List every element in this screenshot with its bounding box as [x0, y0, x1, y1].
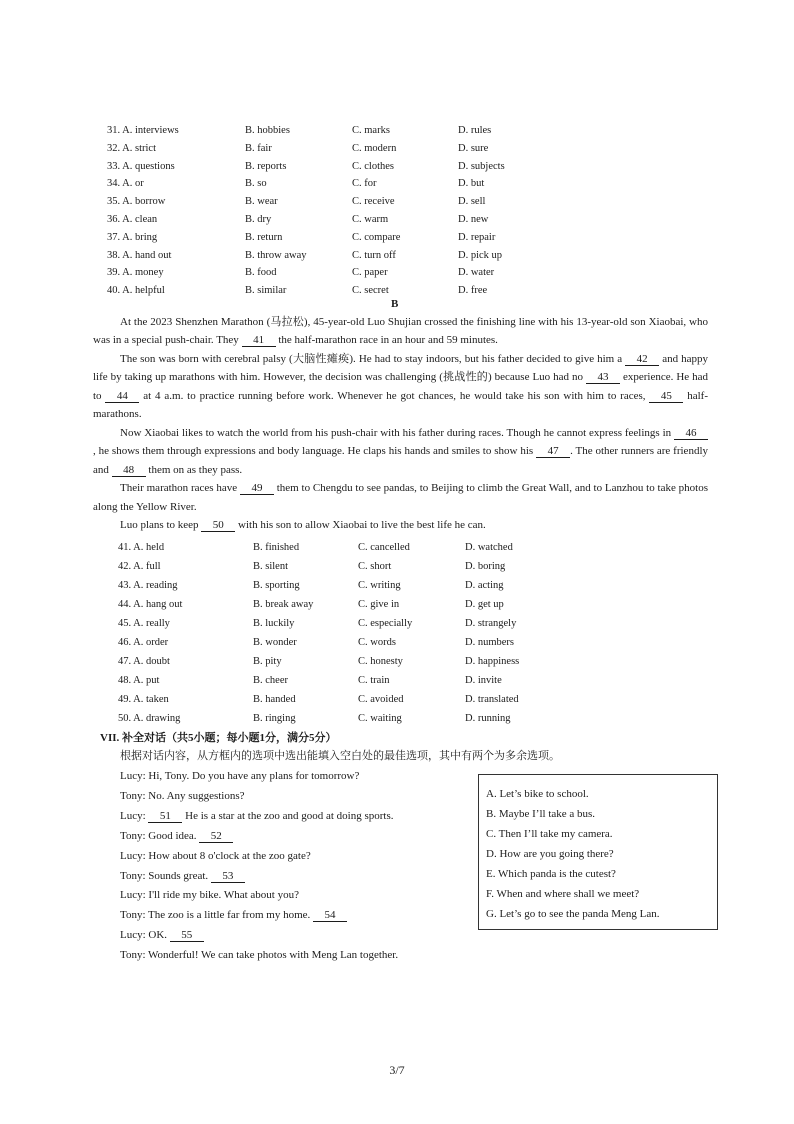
option-A: 31. A. interviews	[107, 125, 179, 136]
answer-blank-42: 42	[625, 353, 659, 366]
option-C: C. secret	[352, 285, 389, 297]
choice-item: D. How are you going there?	[486, 847, 614, 860]
choice-item: F. When and where shall we meet?	[486, 887, 640, 900]
option-row	[107, 158, 794, 176]
option-A: 39. A. money	[107, 267, 164, 279]
option-C: C. modern	[352, 142, 397, 154]
options-41-50	[118, 538, 794, 728]
text-run: Lucy: Hi, Tony. Do you have any plans for tomorrow?	[120, 769, 360, 782]
option-C: C. cancelled	[358, 541, 410, 553]
option-A: 47. A. doubt	[118, 655, 170, 667]
text-run: , he shows them through expressions and body language. He claps his hands and smiles to show his	[93, 445, 537, 458]
option-D: D. subjects	[458, 160, 505, 172]
option-row	[118, 690, 794, 709]
passage-paragraph	[93, 350, 708, 424]
option-B: B. finished	[253, 541, 300, 553]
options-31-40	[107, 122, 794, 300]
answer-blank-52: 52	[199, 830, 233, 843]
option-A: 49. A. taken	[118, 693, 169, 705]
option-D: D. acting	[465, 579, 504, 591]
answer-blank-55: 55	[170, 929, 204, 942]
option-B: B. hobbies	[245, 125, 290, 136]
choice-item: B. Maybe I’ll take a bus.	[486, 807, 596, 820]
option-row	[118, 614, 794, 633]
option-D: D. but	[458, 178, 485, 190]
option-row	[118, 652, 794, 671]
answer-blank-45: 45	[649, 390, 683, 403]
text-run: with his son to allow Xiaobai to live the best life he can.	[235, 519, 486, 532]
option-A: 33. A. questions	[107, 160, 175, 172]
text-run: Tony: No. Any suggestions?	[120, 789, 245, 802]
option-B: B. dry	[245, 213, 272, 225]
option-C: C. train	[358, 674, 390, 686]
option-A: 38. A. hand out	[107, 249, 172, 261]
option-B: B. luckily	[253, 617, 295, 629]
option-A: 50. A. drawing	[118, 712, 181, 724]
option-row	[118, 538, 794, 557]
option-B: B. break away	[253, 598, 314, 610]
option-D: D. running	[465, 712, 511, 724]
choice-item: G. Let’s go to see the panda Meng Lan.	[486, 907, 660, 920]
text-run: the half-marathon race in an hour and 59 minutes.	[275, 334, 498, 347]
option-D: D. pick up	[458, 249, 503, 261]
option-D: D. sell	[458, 196, 486, 208]
dialogue-line	[120, 946, 794, 966]
option-A: 35. A. borrow	[107, 196, 166, 208]
passage-paragraph	[93, 424, 708, 480]
text-run: Now Xiaobai likes to watch the world from his push-chair with his father during races. Though he cannot express feelings in	[120, 426, 674, 439]
page-number: 3/7	[389, 1063, 405, 1077]
option-A: 41. A. held	[118, 541, 165, 553]
option-A: 48. A. put	[118, 674, 160, 686]
option-A: 45. A. really	[118, 617, 170, 629]
option-D: D. water	[458, 267, 495, 279]
option-A: 40. A. helpful	[107, 285, 165, 297]
section-b-label: B	[391, 297, 399, 310]
text-run: at 4 a.m. to practice running before work. Whenever he got chances, he would take his son with him to races,	[139, 389, 650, 402]
option-row	[118, 576, 794, 595]
option-B: B. silent	[253, 560, 289, 572]
answer-blank-54: 54	[313, 909, 347, 922]
option-row	[118, 709, 794, 728]
option-D: D. happiness	[465, 655, 520, 667]
answer-blank-50: 50	[201, 519, 235, 532]
option-B: B. handed	[253, 693, 296, 705]
passage-paragraph	[93, 516, 708, 535]
option-D: D. invite	[465, 674, 502, 686]
answer-blank-48: 48	[112, 464, 146, 477]
option-B: B. sporting	[253, 579, 300, 591]
option-B: B. throw away	[245, 249, 307, 261]
option-B: B. so	[245, 178, 267, 190]
option-row	[118, 557, 794, 576]
option-C: C. avoided	[358, 693, 404, 705]
option-A: 44. A. hang out	[118, 598, 183, 610]
choice-item: C. Then I’ll take my camera.	[486, 827, 613, 840]
option-row	[118, 671, 794, 690]
text-run: Lucy:	[120, 809, 149, 822]
option-D: D. numbers	[465, 636, 514, 648]
option-C: C. waiting	[358, 712, 402, 724]
option-C: C. clothes	[352, 160, 394, 172]
option-C: C. honesty	[358, 655, 403, 667]
option-C: C. give in	[358, 598, 400, 610]
text-run: Lucy: I'll ride my bike. What about you?	[120, 889, 299, 902]
option-row	[107, 247, 794, 265]
text-run: Tony: Good idea.	[120, 829, 200, 842]
option-A: 43. A. reading	[118, 579, 178, 591]
text-run: Lucy: OK.	[120, 929, 170, 942]
option-C: C. writing	[358, 579, 401, 591]
text-run: them on as they pass.	[145, 463, 243, 476]
option-A: 36. A. clean	[107, 213, 158, 225]
text-run: Luo plans to keep	[120, 519, 202, 532]
choice-item: E. Which panda is the cutest?	[486, 867, 616, 880]
text-run: Their marathon races have	[120, 482, 240, 495]
option-C: C. words	[358, 636, 396, 648]
option-D: D. rules	[458, 125, 492, 136]
answer-blank-49: 49	[240, 482, 274, 495]
dialogue-section	[120, 767, 794, 966]
option-D: D. repair	[458, 231, 496, 243]
option-row	[107, 140, 794, 158]
option-row	[107, 211, 794, 229]
option-C: C. for	[352, 178, 377, 190]
text-run: and happy life by taking up marathons with him. However, the decision was challenging (挑战性的) because Luo had no	[93, 352, 708, 384]
option-row	[107, 175, 794, 193]
section-vii-instruction: 根据对话内容，从方框内的选项中选出能填入空白处的最佳选项，其中有两个为多余选项。	[120, 749, 560, 762]
option-row	[118, 633, 794, 652]
option-D: D. watched	[465, 541, 513, 553]
answer-blank-51: 51	[148, 810, 182, 823]
text-run: . The other runners are friendly and	[93, 445, 708, 476]
option-C: C. short	[358, 560, 392, 572]
option-D: D. boring	[465, 560, 506, 572]
text-run: experience. He had to	[93, 371, 708, 402]
text-run: them to Chengdu to see pandas, to Beijing to climb the Great Wall, and to Lanzhou to take photos along the Yellow River.	[93, 482, 708, 513]
text-run: half-marathons.	[93, 389, 708, 421]
option-row	[107, 122, 794, 140]
option-D: D. get up	[465, 598, 504, 610]
option-C: C. especially	[358, 617, 413, 629]
passage-paragraph	[93, 313, 708, 350]
text-run: Tony: Sounds great.	[120, 869, 211, 882]
text-run: Tony: Wonderful! We can take photos with Meng Lan together.	[120, 949, 399, 962]
option-C: C. receive	[352, 196, 395, 208]
option-A: 46. A. order	[118, 636, 169, 648]
answer-blank-41: 41	[242, 334, 276, 347]
passage-paragraph	[93, 479, 708, 516]
option-B: B. similar	[245, 285, 287, 297]
option-B: B. pity	[253, 655, 282, 667]
choice-box	[478, 774, 718, 930]
option-B: B. fair	[245, 142, 272, 154]
option-row	[107, 229, 794, 247]
choice-item: A. Let’s bike to school.	[486, 787, 589, 800]
option-C: C. marks	[352, 125, 390, 136]
option-D: D. translated	[465, 693, 519, 705]
option-D: D. strangely	[465, 617, 517, 629]
option-B: B. cheer	[253, 674, 288, 686]
option-C: C. warm	[352, 213, 389, 225]
option-B: B. reports	[245, 160, 287, 172]
option-C: C. paper	[352, 267, 388, 279]
text-run: Tony: The zoo is a little far from my home.	[120, 909, 314, 922]
option-B: B. wonder	[253, 636, 297, 648]
option-D: D. free	[458, 285, 488, 297]
exam-page-content	[0, 122, 794, 966]
answer-blank-46: 46	[674, 427, 708, 440]
text-run: He is a star at the zoo and good at doing sports.	[182, 809, 394, 822]
option-C: C. turn off	[352, 249, 396, 261]
text-run: Lucy: How about 8 o'clock at the zoo gate?	[120, 849, 311, 862]
option-B: B. ringing	[253, 712, 296, 724]
option-B: B. food	[245, 267, 277, 279]
option-A: 42. A. full	[118, 560, 161, 572]
option-D: D. sure	[458, 142, 489, 154]
answer-blank-47: 47	[536, 445, 570, 458]
option-D: D. new	[458, 213, 489, 225]
option-A: 32. A. strict	[107, 142, 156, 154]
answer-blank-53: 53	[211, 870, 245, 883]
cloze-passage-b	[93, 313, 708, 535]
option-row	[107, 193, 794, 211]
option-B: B. wear	[245, 196, 278, 208]
option-A: 34. A. or	[107, 178, 144, 190]
text-run: The son was born with cerebral palsy (大脑性瘫痪). He had to stay indoors, but his father decided to give him a	[120, 352, 626, 365]
option-C: C. compare	[352, 231, 401, 243]
option-A: 37. A. bring	[107, 231, 158, 243]
option-row	[118, 595, 794, 614]
option-B: B. return	[245, 231, 283, 243]
text-run: At the 2023 Shenzhen Marathon (马拉松), 45-year-old Luo Shujian crossed the finishing line with his 13-year-old son Xiaobai, who was in a special push-chair. They	[93, 315, 708, 347]
section-vii-heading: VII. 补全对话（共5小题；每小题1分，满分5分）	[100, 731, 337, 744]
answer-blank-43: 43	[586, 371, 620, 384]
option-row	[107, 264, 794, 282]
answer-blank-44: 44	[105, 390, 139, 403]
